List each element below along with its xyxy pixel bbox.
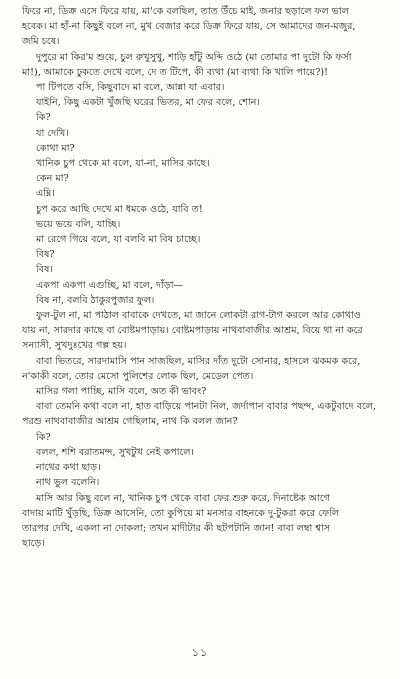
text-line: ভয়ে ভয়ে বলি, যাচ্ছি।	[36, 218, 121, 230]
page-body-text	[22, 4, 382, 551]
text-line: পা টিপতে বসি, কিছুবাদে মা বলে, আন্না যা এবার।	[36, 82, 225, 94]
text-line: এম্নি।	[36, 188, 55, 200]
text-line: বাদায় মাটি খুঁড়ছি, ডিক্র আসেনি, তো কুপিয়ে মা মনসার বাহনকে দু-টুকরা করে ফেলি	[22, 507, 340, 519]
text-line: জমি চষে।	[22, 36, 60, 48]
text-line: একপা একপা এগুচ্ছি, মা বলে, দাঁড়া—	[36, 279, 184, 291]
text-line: খানিক চুপ থেকে মা বলে, যা-না, মাসির কাছে।	[36, 158, 210, 170]
text-line: বাবা ভিতরে, সারদামাসি পান সাজছিল, মাসির দাঁত দুটো সোনার, হাসলে ঝকমক করে,	[36, 355, 361, 367]
text-line: ফিরে না, ডিক্র এসে ফিরে যায়, মা'কে বলছিল, তাত উঁচে মাই, জনার ছড়ালে ফল ভাল	[22, 6, 349, 17]
text-line: যায় না, সারদার কাছে বা বোষ্টমপাড়ায়। বোষ্টমপাড়ায় নাথবাবাজীর আশ্রম, বিয়ে থা না করে	[22, 325, 363, 337]
text-line: বিষ না, বলবি ঠাকুরপুজার ফুল।	[36, 294, 155, 306]
text-line: সন্যাসী, সুখদুঃখের গল্প হয়।	[22, 340, 127, 352]
text-line: বাবা তেমনি কথা বলে না, হাত বাড়িয়ে পানটা নিল, জর্দাপান বাবার পছন্দ, একটুবাদে বলে,	[36, 401, 376, 413]
page-number: ১১	[191, 646, 209, 659]
text-line: ন'কাকী বলে, তোর মেসো পুলিশের লোক ছিল, মেডেল পেত।	[22, 370, 254, 382]
text-line: তারপর দেখি, একলা না দোকলা; তখন মাদীটার কী ছটপটানি জান! বাবা লম্বা শ্বাস	[22, 522, 330, 534]
text-line: ছাড়ে।	[22, 538, 45, 550]
text-line: কি?	[36, 431, 51, 443]
text-line: বলল, শশি বরাতমন্দ, সুখটুখ নেই কপালে।	[36, 446, 194, 458]
text-line: যা দেখি।	[36, 127, 69, 139]
text-line: কেন মা?	[36, 173, 69, 185]
text-line: মাসি আর কিছু বলে না, খানিক চুপ থেকে বাবা ফের শুরু করে, দিনাষ্টেক আগে	[36, 492, 330, 504]
text-line: মাসির গলা পাচ্ছি, মাসি বলে, অত কী ভাবং?	[36, 386, 207, 398]
text-line: যাইনি, কিছু একটা খুঁজছি ঘরের ভিতর, মা ফের বলে, শোন।	[36, 97, 260, 109]
text-line: চুপ করে আছি দেখে মা ধমকে ওঠে, যাবি ত!	[36, 203, 203, 215]
text-line: বিষ।	[36, 264, 53, 276]
text-line: নাথ ভুল বলেনি।	[36, 477, 100, 489]
text-line: নাথের কথা ছাড়।	[36, 462, 101, 474]
text-line: মা!), আমাকে ঢুকতে দেখে বলে, দে ত টিপে, কী ব্যথা (মা ব্যথা কি খালি পায়ে?)!	[22, 66, 329, 78]
text-line: দুপুরে মা কির'ম শুয়ে, চুল রুখুসুখু, শাড়ি হাঁটু অব্দি ওঠে (মা তোমার পা দুটো কি ফর্সা	[36, 51, 352, 63]
text-line: কি?	[36, 112, 51, 124]
text-line: পরশু নাথবাবাজীর আশ্রম গেছিলাম, নাথ কি বলল জান?	[22, 416, 238, 428]
text-line: হবেক। মা হাঁ-না কিছুই বলে না, মুখ বেজার করে ডিক্র ফিরে যায়, সে আমাদের জন-মজুর,	[22, 21, 356, 33]
text-line: ফুল-টুল না, মা পাঠাল বাবাকে দেখতে, মা জানে লোকটা রাগ-টাগ করলে আর কোথাও	[36, 310, 361, 322]
text-line: মা রেগে গিয়ে বলে, যা বলবি মা বিষ চাচ্ছে।	[36, 234, 201, 246]
text-line: বিষ?	[36, 249, 55, 261]
text-line: কোথা মা?	[36, 142, 75, 154]
